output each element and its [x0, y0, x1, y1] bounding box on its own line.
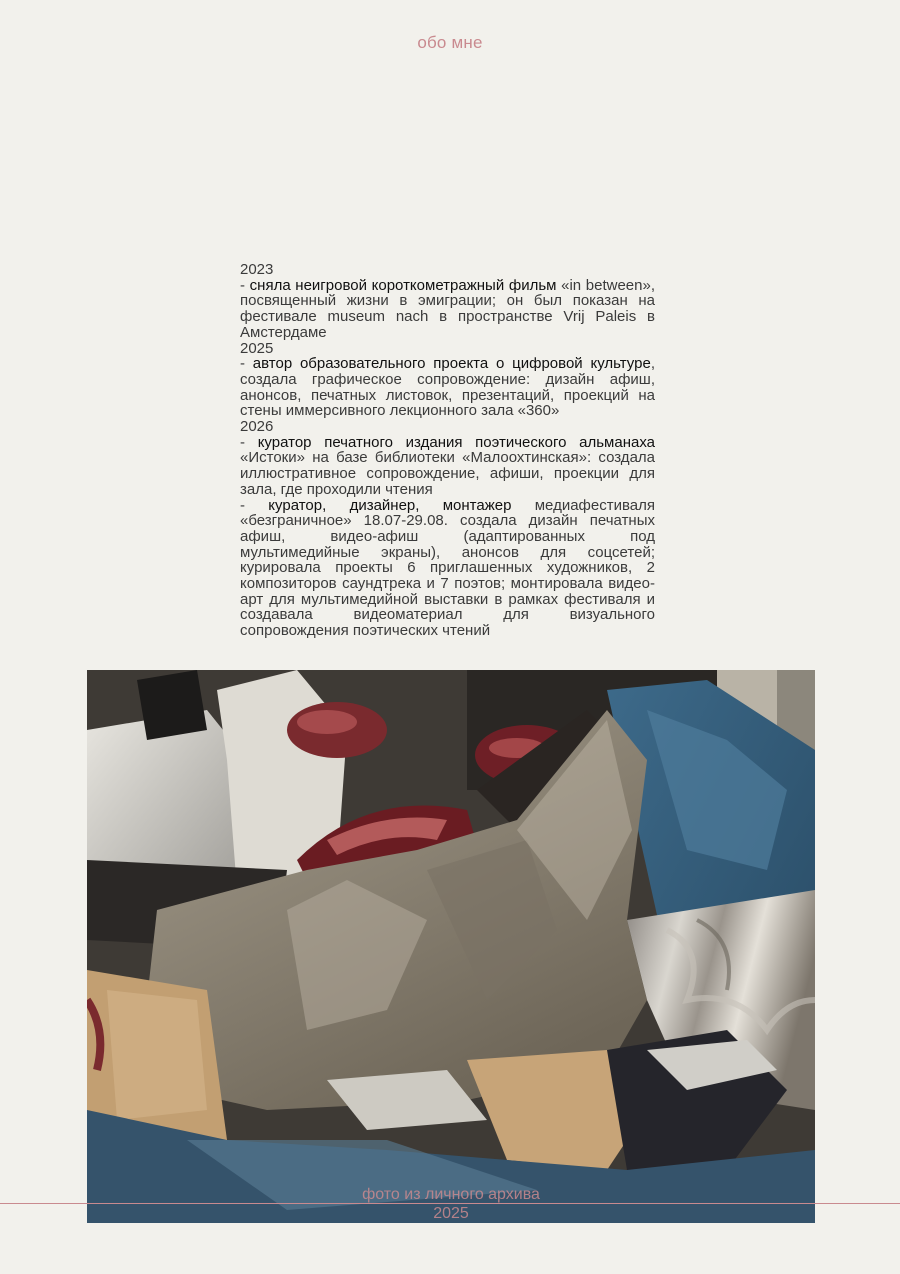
photo-illustration: [87, 670, 815, 1223]
bio-section: [240, 262, 655, 639]
page-title: обо мне: [417, 33, 483, 52]
entry-dash: -: [240, 276, 250, 294]
entry-dash: -: [240, 496, 269, 514]
entry-highlight: куратор печатного издания поэтического альманаха: [257, 433, 655, 451]
entry-text: «Истоки» на базе библиотеки «Малоохтинская»: создала иллюстративное сопровождение, афиши, проекции для зала, где проходили чтения: [240, 449, 655, 498]
bio-entry: [240, 356, 655, 419]
entry-text: медиафестиваля «безграничное» 18.07-29.08. создала дизайн печатных афиш, видео-афиш (адаптированных под мультимедийные экраны), анонсов для соцсетей; курировала проекты 6 приглашенных художников, 2 композиторов саундтрека и 7 поэтов; монтировала видео-арт для мультимедийной выставки в рамках фестиваля и создавала видеоматериал для визуального сопровождения поэтических чтений: [240, 496, 655, 640]
entry-text: , создала графическое сопровождение: дизайн афиш, анонсов, печатных листовок, презентаций, проекций на стены иммерсивного лекционного зала «360»: [240, 355, 655, 420]
photo-caption: фото из личного архива: [362, 1186, 540, 1203]
entry-dash: -: [240, 355, 253, 373]
year-label: 2026: [240, 418, 274, 436]
entry-text: «in between», посвященный жизни в эмиграции; он был показан на фестивале museum nach в пространстве Vrij Paleis в Амстердаме: [240, 276, 655, 341]
bio-entry: [240, 498, 655, 639]
bio-entry: [240, 278, 655, 341]
entry-highlight: автор образовательного проекта о цифровой культуре: [252, 355, 651, 373]
photo-year: 2025: [433, 1205, 469, 1222]
year-label: 2023: [240, 261, 274, 278]
entry-highlight: куратор, дизайнер, монтажер: [268, 496, 512, 514]
entry-highlight: сняла неигровой короткометражный фильм: [249, 276, 557, 294]
year-label: 2025: [240, 339, 274, 357]
archive-photo: [87, 670, 815, 1223]
bio-entry: [240, 435, 655, 498]
entry-dash: -: [240, 433, 258, 451]
